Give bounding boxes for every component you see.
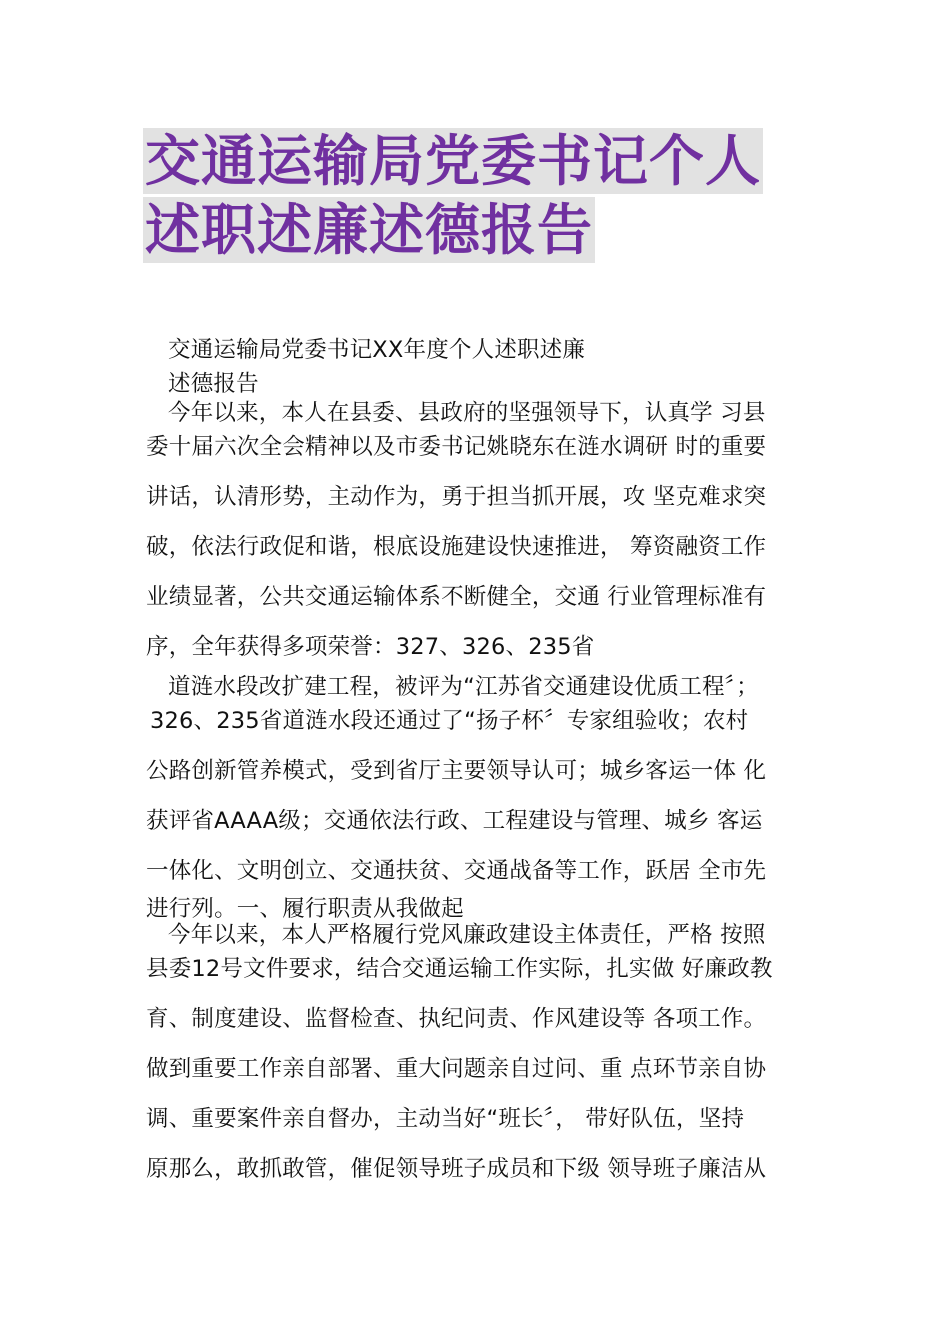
paragraph-line: 做到重要工作亲自部署、重大问题亲自过问、重 点环节亲自协 <box>146 1056 767 1082</box>
paragraph-line: 序，全年获得多项荣誉：327、326、235省 <box>146 634 595 660</box>
paragraph-line: 委十届六次全会精神以及市委书记姚晓东在涟水调研 时的重要 <box>146 434 767 460</box>
paragraph-line: 一体化、文明创立、交通扶贫、交通战备等工作，跃居 全市先 <box>146 858 767 884</box>
paragraph-line: 原那么，敢抓敢管，催促领导班子成员和下级 领导班子廉洁从 <box>146 1156 767 1182</box>
paragraph-line: 道涟水段改扩建工程，被评为“江苏省交通建设优质工程〞； <box>168 674 759 700</box>
paragraph-line: 调、重要案件亲自督办，主动当好“班长〞， 带好队伍，坚持 <box>146 1106 745 1132</box>
document-title <box>143 128 823 263</box>
paragraph-line: 破，依法行政促和谐，根底设施建设快速推进， 筹资融资工作 <box>146 534 767 560</box>
subtitle-line-1: 交通运输局党委书记XX年度个人述职述廉 <box>168 337 586 363</box>
paragraph-line: 获评省AAAA级；交通依法行政、工程建设与管理、城乡 客运 <box>146 808 763 834</box>
paragraph-line: 育、制度建设、监督检查、执纪问责、作风建设等 各项工作。 <box>146 1006 767 1032</box>
paragraph-line: 讲话，认清形势，主动作为，勇于担当抓开展，攻 坚克难求突 <box>146 484 767 510</box>
title-line-2: 述职述廉述德报告 <box>145 198 594 262</box>
paragraph-line: 公路创新管养模式，受到省厅主要领导认可；城乡客运一体 化 <box>146 758 767 784</box>
paragraph-line: 今年以来，本人在县委、县政府的坚强领导下，认真学 习县 <box>168 400 766 426</box>
title-line-1: 交通运输局党委书记个人 <box>145 129 762 193</box>
paragraph-line: 今年以来，本人严格履行党风廉政建设主体责任，严格 按照 <box>168 922 766 948</box>
paragraph-line: 县委12号文件要求，结合交通运输工作实际，扎实做 好廉政教 <box>146 956 773 982</box>
subtitle-line-2: 述德报告 <box>168 371 259 397</box>
paragraph-line: 326、235省道涟水段还通过了“扬子杯〞专家组验收；农村 <box>150 708 749 734</box>
section-heading-line: 进行列。一、履行职责从我做起 <box>146 896 464 922</box>
paragraph-line: 业绩显著，公共交通运输体系不断健全，交通 行业管理标准有 <box>146 584 767 610</box>
